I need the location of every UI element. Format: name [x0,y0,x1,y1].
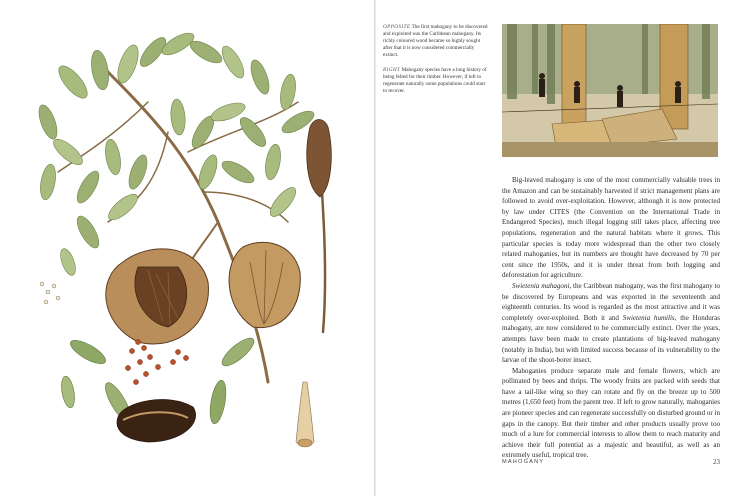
caption-right-text: Mahogany species have a long history of being felled for their timber. However, if left to regenerate naturally some populations could start to recover. [383,67,487,94]
botanical-illustration [28,22,358,462]
species-name-caribbean: Swietenia mahagoni [512,281,570,290]
caption-opposite-text: The first mahogany to be discovered and exploited was the Caribbean mahogany. Its richly coloured wood became so highly sought after that it is now considered commercially extinct. [383,24,488,58]
seed-pod-right [229,242,300,327]
paragraph-1: Big-leaved mahogany is one of the most commercially valuable trees in the Amazon and can be sustainably harvested if strict management plans are followed to avoid over-exploitation. However, although it is now protected by law under CITES (the Convention on the International Trade in Endangered Species), much illegal logging still takes place, affecting tree populations, regeneration and the natural habitats where it grows. This particular species is today more widespread than the other two closely related mahoganies, but its numbers are thought have decreased by 70 per cent since the 1950s, and it is under threat from both logging and deforestation for agriculture. [502,176,720,280]
page-number: 23 [713,458,720,466]
paragraph-2-part-a: , the Caribbean mahogany, was the first mahogany to be discovered by Europeans and was exported in the seventeenth and eighteenth centuries. Its wood is regarded as the most attractive and it was completely over-exploited. Both it and [502,281,720,322]
caption-right [383,67,488,95]
captions [383,24,488,103]
species-name-honduras: Swietenia humilis [622,313,675,322]
pod-half [117,400,196,442]
caption-opposite [383,24,488,59]
paragraph-2 [502,281,720,366]
caption-opposite-label: OPPOSITE [383,24,411,30]
running-head: MAHOGANY [502,459,545,465]
left-page [0,0,374,496]
leaves [35,29,317,277]
caption-right-label: RIGHT [383,67,401,73]
paragraph-2-part-b: , the Honduras mahogany, are now considered to be commercially extinct. Over the years, attempts have been made to create plantations of big-leaved mahogany (notably in India), but with limited success because of its vulnerability to the larvae of the shoot-borer insect. [502,313,721,365]
engraving-art [502,24,718,157]
logging-engraving [502,24,718,157]
seed-pod-left [106,249,209,344]
closed-pod [307,120,331,198]
paragraph-3: Mahoganies produce separate male and female flowers, which are pollinated by bees and thrips. The woody fruits are packed with seeds that have a tail-like wing so they can rotate and fly on the breeze up to 500 metres (1,650 feet) from the parent tree. If left to grow naturally, mahoganies are pioneer species and can regenerate successfully on disturbed ground or in gaps in the canopy. But their timber and other products usually prove too much of a lure for commercial interests to allow them to reach maturity and achieve their full potential as a majestic and beautiful, as well as an extremely useful, tropical tree. [502,366,720,460]
winged-seed [296,382,314,447]
body-text [502,175,720,461]
berry-cluster [125,339,188,384]
flower-sprig [40,282,60,304]
